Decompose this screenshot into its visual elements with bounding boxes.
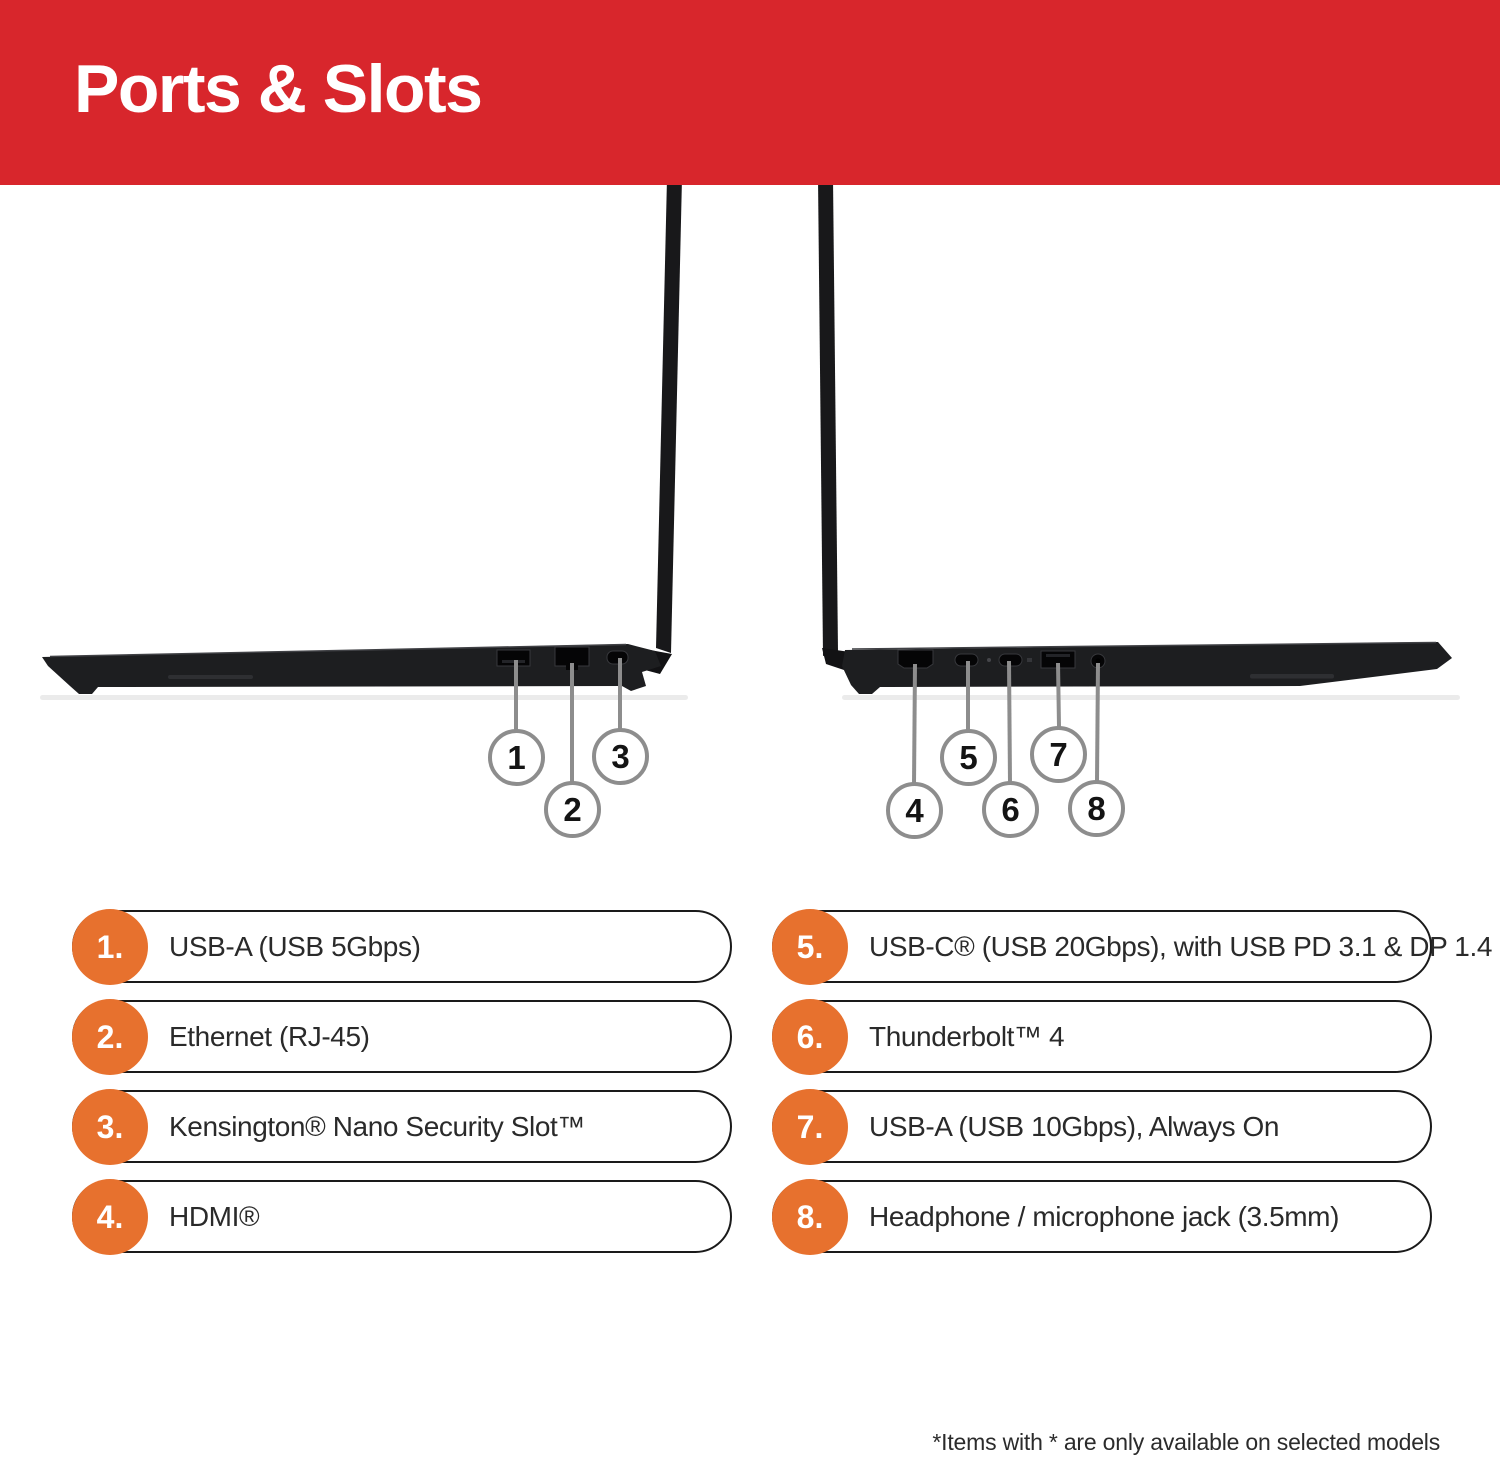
legend-number-badge: 7. xyxy=(772,1089,848,1165)
callout-line-6 xyxy=(1009,661,1010,783)
legend-item-3 xyxy=(72,1090,732,1163)
legend-label: Ethernet (RJ-45) xyxy=(169,1020,370,1052)
legend-label: USB-A (USB 10Gbps), Always On xyxy=(869,1110,1280,1142)
right-laptop-shadow xyxy=(842,695,1460,700)
laptop-right-illustration xyxy=(818,178,1452,694)
legend-label: USB-A (USB 5Gbps) xyxy=(169,930,421,962)
audio-jack-hole xyxy=(1096,659,1101,664)
legend-number-badge: 6. xyxy=(772,999,848,1075)
legend-number-badge: 1. xyxy=(72,909,148,985)
callout-2: 2 xyxy=(544,781,601,838)
left-laptop-shadow xyxy=(40,695,688,700)
callout-3: 3 xyxy=(592,728,649,785)
legend-number-badge: 3. xyxy=(72,1089,148,1165)
callout-line-7 xyxy=(1058,663,1059,727)
callout-8: 8 xyxy=(1068,780,1125,837)
usb-a-port xyxy=(497,650,530,666)
kensington-slot xyxy=(607,651,628,664)
callout-1: 1 xyxy=(488,729,545,786)
legend-item-6 xyxy=(772,1000,1432,1073)
callout-5: 5 xyxy=(940,729,997,786)
legend-item-4 xyxy=(72,1180,732,1253)
footnote: *Items with * are only available on selected models xyxy=(932,1429,1440,1455)
callout-7: 7 xyxy=(1030,726,1087,783)
legend-number-badge: 8. xyxy=(772,1179,848,1255)
legend-number-badge: 4. xyxy=(72,1179,148,1255)
status-led-slot xyxy=(1027,658,1032,662)
legend-item-2 xyxy=(72,1000,732,1073)
legend-item-5 xyxy=(772,910,1493,983)
banner xyxy=(0,0,1500,185)
laptop-left-illustration xyxy=(42,178,682,694)
legend-number-badge: 5. xyxy=(772,909,848,985)
legend-item-1 xyxy=(72,910,732,983)
legend-item-7 xyxy=(772,1090,1432,1163)
page-title: Ports & Slots xyxy=(74,51,482,127)
legend-label: Headphone / microphone jack (3.5mm) xyxy=(869,1200,1340,1232)
callout-line-8 xyxy=(1097,663,1098,781)
usb-a-port-tongue xyxy=(502,660,525,663)
callout-6: 6 xyxy=(982,781,1039,838)
legend-number-badge: 2. xyxy=(72,999,148,1075)
legend-label: Thunderbolt™ 4 xyxy=(869,1020,1065,1052)
callout-4: 4 xyxy=(886,782,943,839)
legend-item-8 xyxy=(772,1180,1432,1253)
legend-label: USB-C® (USB 20Gbps), with USB PD 3.1 & DP 1.4 xyxy=(869,930,1493,962)
mic-hole-dot xyxy=(987,658,991,662)
usb-a-always-on-tongue xyxy=(1046,654,1070,657)
callout-line-4 xyxy=(914,664,915,785)
legend-label: HDMI® xyxy=(169,1200,260,1232)
legend-label: Kensington® Nano Security Slot™ xyxy=(169,1110,586,1142)
